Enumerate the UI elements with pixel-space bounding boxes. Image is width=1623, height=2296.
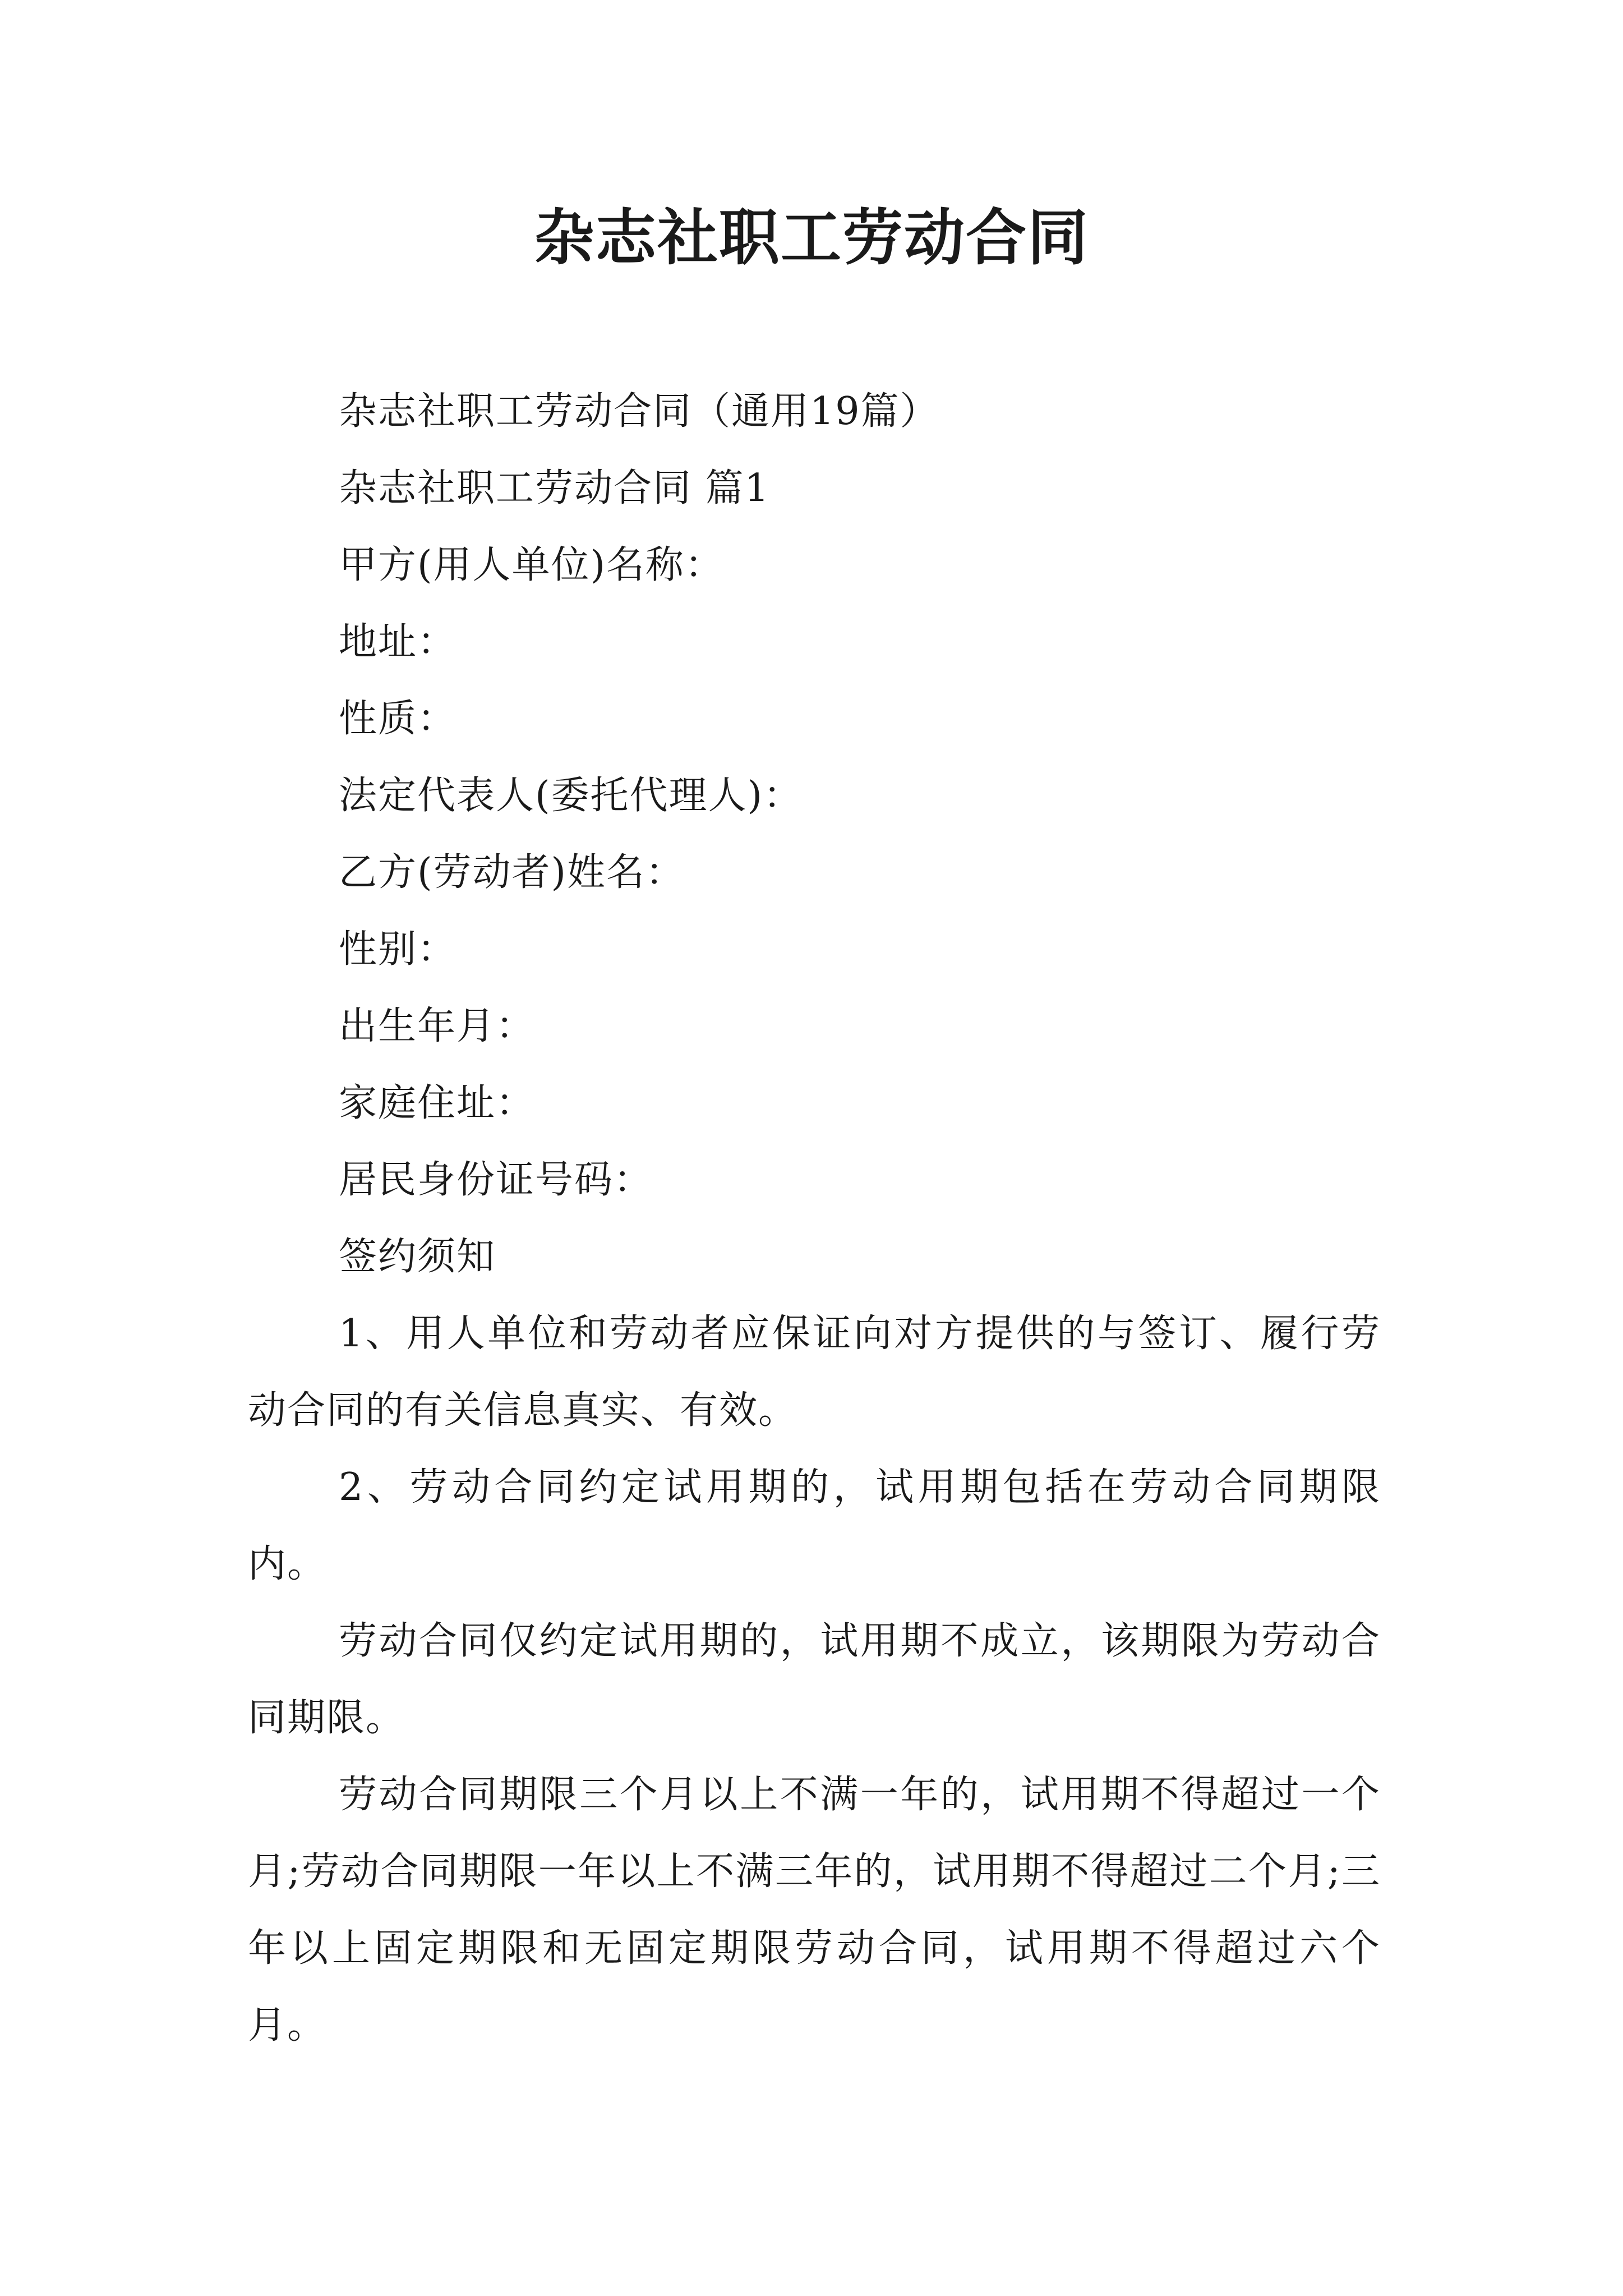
- party-a-name-field: 甲方(用人单位)名称：: [339, 543, 725, 587]
- party-b-name-field: 乙方(劳动者)姓名：: [339, 850, 685, 895]
- notice-paragraph-3: 劳动合同仅约定试用期的，试用期不成立，该期限为劳动合同期限。: [248, 1619, 1381, 1740]
- document-body: [248, 373, 1381, 2064]
- notice-paragraph-2: 2、劳动合同约定试用期的，试用期包括在劳动合同期限内。: [248, 1465, 1381, 1586]
- birth-date-field: 出生年月：: [339, 1004, 536, 1048]
- gender-field: 性别：: [339, 927, 457, 972]
- notice-paragraph-1: 1、用人单位和劳动者应保证向对方提供的与签订、履行劳动合同的有关信息真实、有效。: [248, 1312, 1381, 1433]
- id-number-field: 居民身份证号码：: [339, 1158, 653, 1202]
- home-address-field: 家庭住址：: [339, 1081, 536, 1125]
- address-field: 地址：: [339, 620, 457, 664]
- legal-representative-field: 法定代表人(委托代理人)：: [339, 774, 803, 818]
- nature-field: 性质：: [339, 697, 457, 741]
- section-heading: 杂志社职工劳动合同 篇1: [339, 466, 770, 510]
- subtitle-paragraph: 杂志社职工劳动合同（通用19篇）: [339, 389, 939, 434]
- notice-paragraph-4: 劳动合同期限三个月以上不满一年的，试用期不得超过一个月;劳动合同期限一年以上不满三年的，试用期不得超过二个月;三年以上固定期限和无固定期限劳动合同，试用期不得超过六个月。: [248, 1773, 1381, 2047]
- document-title: 杂志社职工劳动合同: [533, 203, 1089, 273]
- signing-notice-heading: 签约须知: [339, 1235, 496, 1279]
